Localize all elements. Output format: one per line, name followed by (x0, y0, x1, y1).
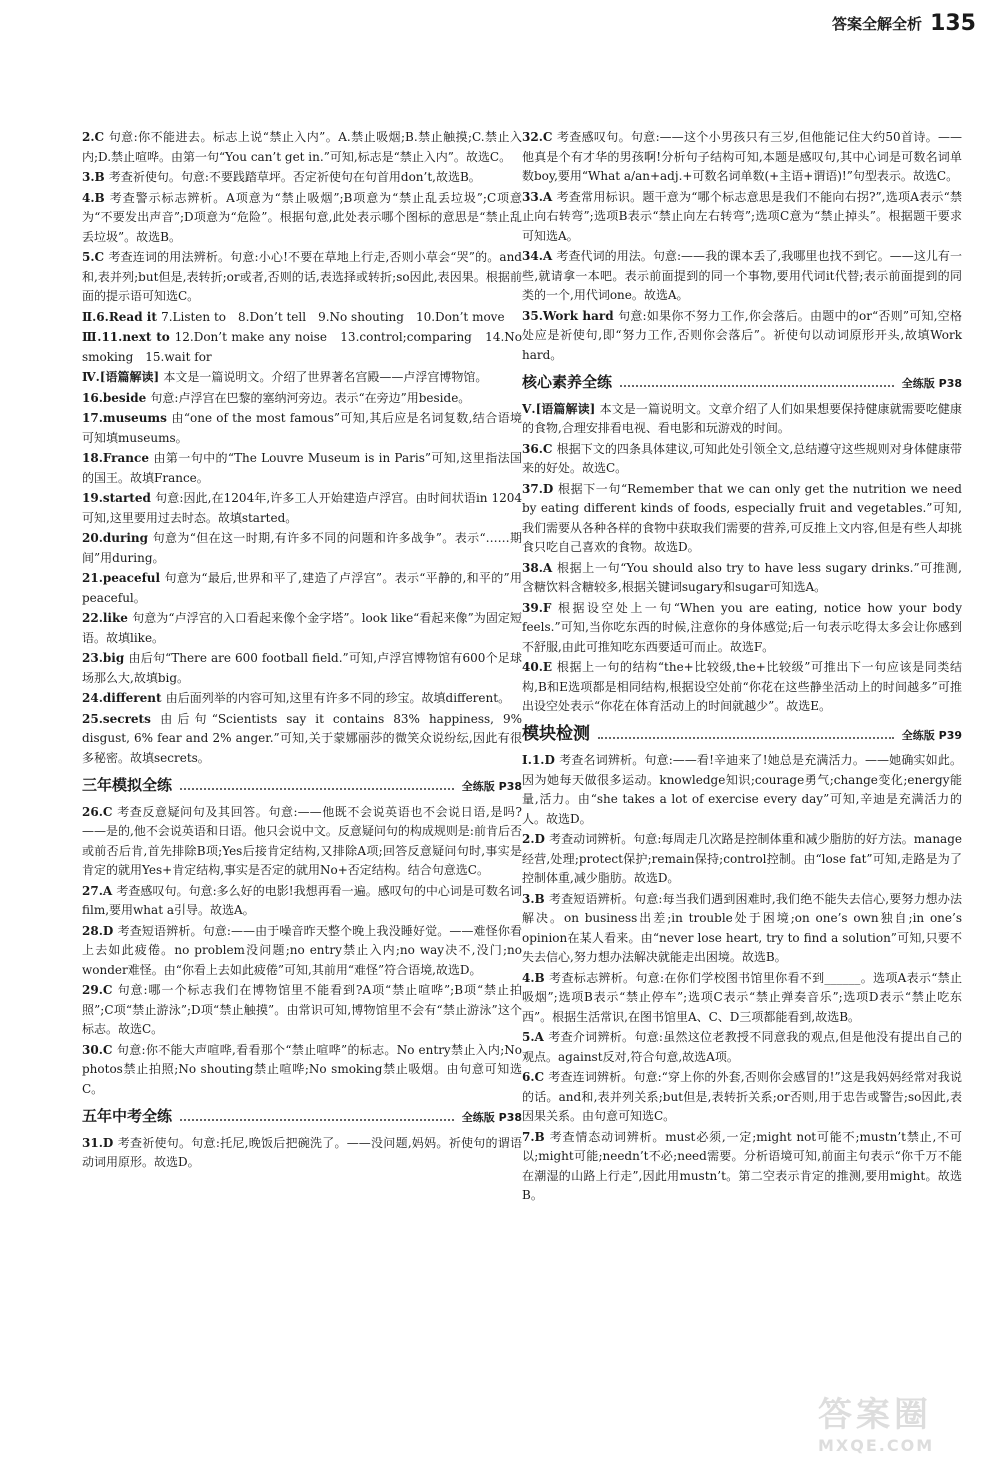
answer-text: 本文是一篇说明文。介绍了世界著名宫殿——卢浮宫博物馆。 (163, 370, 488, 384)
answer-number: 3.B (82, 170, 109, 184)
answer-number: 3.B (522, 891, 549, 906)
five-year-answer-list (82, 1134, 522, 1173)
dotted-leader (180, 780, 454, 790)
answer-number: 4.B (82, 190, 110, 205)
answer-number: 16.beside (82, 390, 151, 405)
answer-text: 考查短语辨析。句意:每当我们遇到困难时,我们绝不能失去信心,要努力想办法解决。on business出差;in trouble处于困境;on one’s own独自;in one’s opinion在某人看来。由“never lose heart, try to find a solution”可知,只要不失去信心,努力想办法解决就能走出困境。故选B。 (522, 891, 962, 964)
answer-number: 21.peaceful (82, 571, 165, 585)
answer-number: 24.different (82, 691, 166, 705)
answer-text: 考查常用标识。题干意为“哪个标志意思是我们不能向右拐?”,选项A表示“禁止向右转弯”;选项B表示“禁止向左右转弯”;选项C意为“禁止掉头”。根据题干要求可知选A。 (522, 189, 962, 243)
answer-number: 33.A (522, 189, 557, 204)
answer-number: 18.France (82, 451, 154, 465)
answer-item (82, 449, 522, 488)
answer-item (82, 1041, 522, 1100)
dotted-leader (180, 1111, 454, 1121)
answer-number: 35.Work hard (522, 308, 619, 323)
answer-number: 37.D (522, 481, 559, 496)
answer-text: 考查感叹句。句意:多么好的电影!我想再看一遍。感叹句的中心词是可数名词film,要用what a引导。故选A。 (82, 883, 522, 917)
answer-number: 25.secrets (82, 711, 161, 726)
answer-item (82, 308, 522, 328)
answer-text: 句意为“卢浮宫的入口看起来像个金字塔”。look like“看起来像”为固定短语。故填like。 (82, 611, 522, 645)
section-ref: 全练版 P39 (901, 728, 962, 742)
dotted-leader (598, 729, 894, 739)
answer-number: 2.C (82, 130, 109, 144)
answer-text: 考查感叹句。句意:——这个小男孩只有三岁,但他能记住大约50首诗。——他真是个有才华的男孩啊!分析句子结构可知,本题是感叹句,其中心词是可数名词单数boy,要用“What a/an+adj.+可数名词单数(+主语+谓语)!”句型表示。故选C。 (522, 130, 962, 183)
answer-item (82, 368, 522, 388)
answer-text: 根据设空处上一句“When you are eating, notice how your body feels.”可知,当你吃东西的时候,注意你的身体感觉;后一句表示吃得太多会让你感到不舒服,由此可推知吃东西要适可而止。故选F。 (522, 600, 963, 654)
page-number: 135 (930, 10, 976, 36)
section-ref: 全练版 P38 (461, 780, 522, 793)
answer-number: 6.C (522, 1070, 549, 1084)
answer-item (522, 1028, 962, 1067)
answer-item (522, 890, 962, 968)
answer-item (522, 830, 962, 889)
left-answer-list (82, 128, 522, 768)
answer-item (522, 307, 962, 366)
answer-item (82, 189, 522, 248)
answer-number: 28.D (82, 923, 118, 938)
answer-text: 7.Listen to 8.Don’t tell 9.No shouting 10.Don’t move (161, 309, 505, 324)
answer-number: Ⅱ.6.Read it (82, 309, 162, 324)
answer-number: 40.E (522, 660, 557, 674)
answer-number: Ⅳ.[语篇解读] (82, 370, 164, 384)
answer-text: 句意:哪一个标志我们在博物馆里不能看到?A项“禁止喧哗”;B项“禁止拍照”;C项“禁止游泳”;D项“禁止触摸”。由常识可知,博物馆里不会有“禁止游泳”这个标志。故选C。 (82, 983, 522, 1036)
answer-item (82, 409, 522, 448)
answer-text: 考查代词的用法。句意:——我的课本丢了,我哪里也找不到它。——这儿有一些,就请拿一本吧。表示前面提到的同一个事物,要用代词it代替;表示前面提到的同类的一个,用代词one。故选A。 (522, 249, 962, 302)
answer-number: 20.during (82, 531, 153, 545)
answer-item (82, 803, 522, 881)
answer-text: 句意:你不能进去。标志上说“禁止入内”。A.禁止吸烟;B.禁止触摸;C.禁止入内;D.禁止喧哗。由第一句“You can’t get in.”可知,标志是“禁止入内”。故选C。 (82, 130, 522, 164)
answer-text: 考查短语辨析。句意:——由于噪音昨天整个晚上我没睡好觉。——难怪你看上去如此疲倦。no problem没问题;no entry禁止入内;no way决不,没门;no wonder难怪。由“你看上去如此疲倦”可知,其前用“难怪”符合语境,故选D。 (82, 923, 522, 977)
answer-item (522, 247, 962, 306)
answer-text: 根据下文的四条具体建议,可知此处引领全文,总结遵守这些规则对身体健康带来的好处。故选C。 (522, 441, 962, 475)
answer-number: 17.museums (82, 411, 172, 425)
answer-item (522, 188, 962, 247)
answer-item (82, 569, 522, 608)
watermark-logo (818, 1387, 988, 1457)
answer-number: 5.A (522, 1030, 549, 1044)
section-ref: 全练版 P38 (901, 377, 962, 390)
answer-item (82, 981, 522, 1040)
answer-text: 句意:因此,在1204年,许多工人开始建造卢浮宫。由时间状语in 1204可知,这里要用过去时态。故填started。 (82, 491, 522, 525)
answer-number: 29.C (82, 983, 118, 997)
answer-text: 12.Don’t make any noise 13.control;comparing 14.No smoking 15.wait for (82, 330, 522, 364)
answer-text: 由第一句中的“The Louvre Museum is in Paris”可知,这里指法国的国王。故填France。 (82, 451, 522, 485)
answer-item (82, 128, 522, 167)
section-title: 核心素养全练 (522, 373, 613, 391)
page-header (832, 6, 976, 40)
answer-text: 由后句“Scientists say it contains 83% happiness, 9% disgust, 6% fear and 2% anger.”可知,关于蒙娜丽莎的微笑众说纷纭,因此有很多秘密。故填secrets。 (82, 711, 523, 765)
answer-text: 考查祈使句。句意:托尼,晚饭后把碗洗了。——没问题,妈妈。祈使句的谓语动词用原形。故选D。 (82, 1135, 522, 1169)
answer-item (522, 1068, 962, 1127)
answer-item (522, 969, 962, 1028)
answer-number: 4.B (522, 970, 550, 985)
answer-number: 23.big (82, 651, 129, 665)
answer-number: 7.B (522, 1129, 550, 1144)
answer-text: 句意:你不能大声喧哗,看看那个“禁止喧哗”的标志。No entry禁止入内;No photos禁止拍照;No shouting禁止喧哗;No smoking禁止吸烟。由句意可知选C。 (82, 1042, 523, 1096)
left-column (82, 128, 522, 1174)
answer-text: 考查名词辨析。句意:——看!辛迪来了!她总是充满活力。——她确实如此。因为她每天做很多运动。knowledge知识;courage勇气;change变化;energy能量,活力。由“she takes a lot of exercise every day”可知,辛迪是充满活力的人。故选D。 (522, 753, 962, 826)
answer-item (82, 328, 522, 367)
section-ref: 全练版 P38 (461, 1111, 522, 1124)
answer-item (82, 389, 522, 409)
answer-item (522, 480, 962, 558)
right-column (522, 128, 962, 1207)
answer-text: 根据上一句“You should also try to have less sugary drinks.”可推测,含糖饮料含糖较多,根据关键词sugary和sugar可知选A。 (522, 560, 962, 594)
answer-text: 根据下一句“Remember that we can only get the nutrition we need by eating different kinds of foods, especially fruit and vegetables.”可知,我们需要从各种各样的食物中获取我们需要的营养,可反推上文内容,但是有些人却挑食只吃自己喜欢的食物。故选D。 (522, 481, 962, 554)
three-year-answer-list (82, 803, 522, 1100)
answer-text: 考查情态动词辨析。must必须,一定;might not可能不;mustn’t禁止,不可以;might可能;needn’t不必;need需要。分析语境可知,前面主句表示“你千万不能在潮湿的山路上行走”,因此用mustn’t。第二空表示肯定的推测,要用might。故选B。 (522, 1129, 963, 1202)
answer-item (82, 649, 522, 688)
answer-item (82, 609, 522, 648)
answer-number: 34.A (522, 249, 557, 263)
answer-item (522, 440, 962, 479)
answer-number: 39.F (522, 600, 559, 615)
right-answer-list (522, 128, 962, 365)
answer-text: 考查动词辨析。句意:每周走几次路是控制体重和减少脂肪的好方法。manage经营,处理;protect保护;remain保持;control控制。由“lose fat”可知,走路是为了控制体重,减少脂肪。故选D。 (522, 832, 962, 885)
answer-number: 2.D (522, 832, 550, 846)
answer-number: 19.started (82, 491, 156, 505)
answer-number: 30.C (82, 1042, 117, 1057)
watermark-url: MXQE.COM (818, 1436, 935, 1455)
answer-item (522, 400, 962, 439)
answer-text: 考查标志辨析。句意:在你们学校图书馆里你看不到______。选项A表示“禁止吸烟”;选项B表示“禁止停车”;选项C表示“禁止弹奏音乐”;选项D表示“禁止吃东西”。根据生活常识,在图书馆里A、C、D三项都能看到,故选B。 (522, 970, 962, 1024)
answer-text: 考查介词辨析。句意:虽然这位老教授不同意我的观点,但是他没有提出自己的观点。against反对,符合句意,故选A项。 (522, 1030, 962, 1064)
answer-number: Ⅰ.1.D (522, 753, 560, 767)
answer-text: 考查祈使句。句意:不要践踏草坪。否定祈使句在句首用don’t,故选B。 (108, 170, 481, 184)
header-title: 答案全解全析 (832, 14, 923, 33)
section-header-core (522, 373, 962, 394)
answer-text: 由“one of the most famous”可知,其后应是名词复数,结合语境可知填museums。 (82, 411, 523, 445)
answer-number: 22.like (82, 611, 133, 625)
answer-text: 本文是一篇说明文。文章介绍了人们如果想要保持健康就需要吃健康的食物,合理安排看电视、看电影和玩游戏的时间。 (522, 401, 962, 435)
answer-item (82, 248, 522, 307)
answer-item (522, 128, 962, 187)
answer-text: 句意为“最后,世界和平了,建造了卢浮宫”。表示“平静的,和平的”用peaceful。 (82, 571, 522, 605)
answer-text: 考查连词的用法辨析。句意:小心!不要在草地上行走,否则小草会“哭”的。and和,表并列;but但是,表转折;or或者,否则的话,表选择或转折;so因此,表因果。根据前面的提示语可知选C。 (82, 250, 522, 303)
watermark-text: 答案圈 (818, 1395, 932, 1435)
module-answer-list (522, 751, 962, 1206)
answer-text: 由后句“There are 600 football field.”可知,卢浮宫博物馆有600个足球场那么大,故填big。 (82, 651, 522, 685)
answer-item (82, 529, 522, 568)
answer-item (522, 559, 962, 598)
answer-item (82, 1134, 522, 1173)
answer-item (82, 710, 522, 769)
answer-number: 32.C (522, 130, 557, 144)
core-answer-list (522, 400, 962, 717)
section-header-three-year (82, 776, 522, 797)
answer-number: 38.A (522, 560, 558, 575)
answer-text: 由后面列举的内容可知,这里有许多不同的珍宝。故填different。 (165, 691, 511, 705)
answer-text: 句意为“但在这一时期,有许多不同的问题和许多战争”。表示“……期间”用during。 (82, 531, 522, 565)
answer-item (82, 922, 522, 981)
dotted-leader (620, 377, 894, 387)
section-title: 三年模拟全练 (82, 776, 173, 794)
answer-item (522, 751, 962, 829)
answer-text: 句意:如果你不努力工作,你会落后。由题中的or“否则”可知,空格处应是祈使句,即“努力工作,否则你会落后”。祈使句以动词原形开头,故填Work hard。 (522, 308, 962, 362)
answer-text: 考查连词辨析。句意:“穿上你的外套,否则你会感冒的!”这是我妈妈经常对我说的话。and和,表并列关系;but但是,表转折关系;or否则,用于忠告或警告;so因此,表因果关系。由句意可知选C。 (522, 1070, 963, 1123)
answer-number: 26.C (82, 804, 118, 819)
answer-item (522, 599, 962, 658)
answer-number: Ⅲ.11.next to (82, 330, 175, 344)
section-header-five-year (82, 1107, 522, 1128)
answer-number: Ⅴ.[语篇解读] (522, 401, 600, 416)
answer-item (522, 658, 962, 717)
answer-text: 根据上一句的结构“the+比较级,the+比较级”可推出下一句应该是同类结构,B和E选项都是相同结构,根据设空处前“你花在这些静坐活动上的时间越多”可推出设空处表示“你花在体育活动上的时间就越少”。故选E。 (522, 660, 962, 713)
answer-number: 5.C (82, 250, 109, 264)
answer-number: 36.C (522, 441, 557, 456)
answer-item (82, 168, 522, 188)
answer-number: 31.D (82, 1135, 118, 1150)
answer-text: 考查警示标志辨析。A项意为“禁止吸烟”;B项意为“禁止乱丢垃圾”;C项意为“不要发出声音”;D项意为“危险”。根据句意,此处表示哪个图标的意思是“禁止乱丢垃圾”。故选B。 (82, 190, 522, 244)
answer-item (82, 689, 522, 709)
section-title: 模块检测 (522, 723, 590, 744)
answer-item (522, 1128, 962, 1206)
answer-text: 考查反意疑问句及其回答。句意:——他既不会说英语也不会说日语,是吗?——是的,他不会说英语和日语。他只会说中文。反意疑问句的构成规则是:前肯后否或前否后肯,首先排除B项;Yes后接肯定结构,又排除A项;回答反意疑问句时,事实是肯定的就用Yes+肯定结构,事实是否定的就用No+否定结构。结合句意选C。 (82, 804, 522, 877)
section-title: 五年中考全练 (82, 1107, 173, 1125)
answer-number: 27.A (82, 883, 117, 898)
answer-text: 句意:卢浮宫在巴黎的塞纳河旁边。表示“在旁边”用beside。 (150, 390, 471, 405)
answer-item (82, 489, 522, 528)
section-header-module (522, 725, 962, 746)
answer-item (82, 882, 522, 921)
